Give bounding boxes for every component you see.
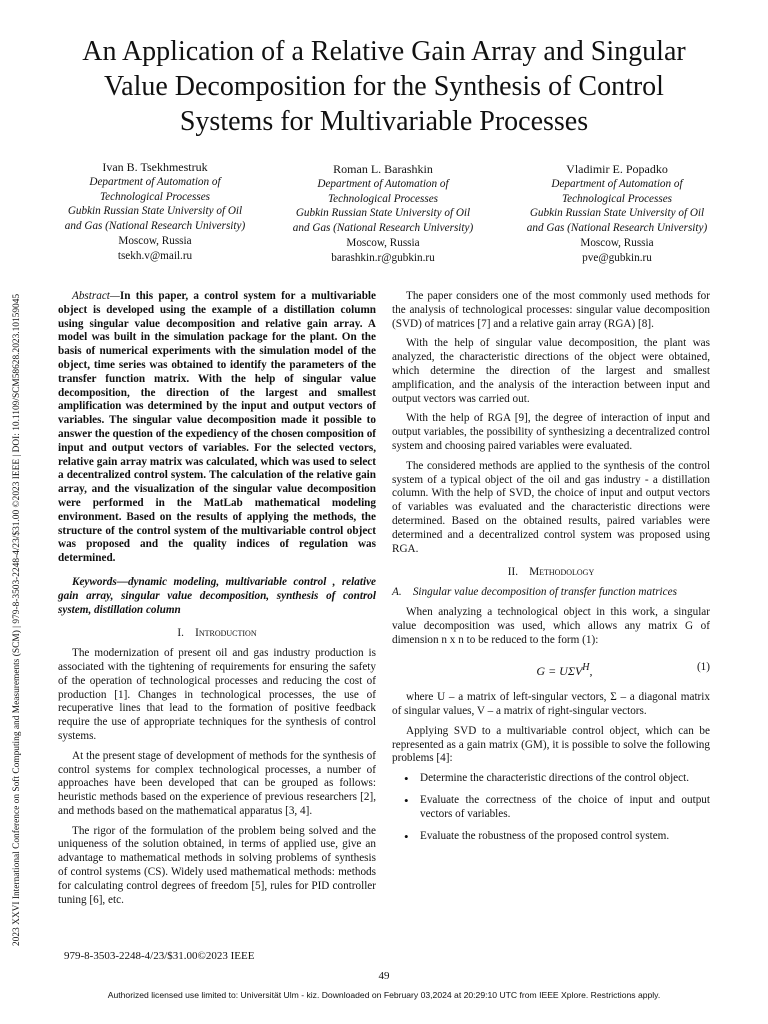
section-number: II. — [507, 566, 518, 579]
body-paragraph: The considered methods are applied to the synthesis of the control system of a typical object of the oil and gas industry - a distillation column. With the help of SVD, the choice of input and output vectors of variables was evaluated and the characteristic directions were determined. Based on the obtained results, paired variables were determined and a decentralized control system was proposed using RGA. — [392, 459, 710, 555]
equation-formula: $G = U\Sigma V^H$, — [536, 662, 593, 679]
author-city: Moscow, Russia — [346, 236, 420, 249]
author-email[interactable]: tsekh.v@mail.ru — [117, 249, 193, 262]
intro-paragraph: At the present stage of development of methods for the synthesis of control systems for complex technological processes, a number of approaches have been developed that can be grouped as follows: heuristic methods based on the experience of previous researchers [2], and methods based on the mathematical apparatus [3, 4]. — [58, 749, 376, 817]
body-paragraph: With the help of RGA [9], the degree of interaction of input and output variables, the possibility of synthesizing a decentralized control system and choosing paired variables were evaluated. — [392, 412, 710, 452]
subsection-number: A. — [392, 586, 402, 599]
subsection-title: Singular value decomposition of transfer function matrices — [412, 586, 677, 599]
equation-1 — [392, 661, 710, 679]
section-number: I. — [177, 627, 184, 640]
intro-paragraph: The modernization of present oil and gas industry production is associated with the tightening of requirements for ensuring the safety of the operation of technological processes and reducing the cost of production [1]. Changes in technological processes, the use of recuperative lines that lead to the formation of positive feedback require the use of appropriate techniques for the synthesis of control systems. — [58, 647, 376, 742]
section-heading-methodology — [392, 566, 710, 580]
left-column — [58, 290, 376, 913]
body-paragraph: When analyzing a technological object in this work, a singular value decomposition was used, which allows any matrix G of dimension n x n to be reduced to the form (1): — [392, 605, 710, 646]
list-item: • Evaluate the correctness of the choice of input and output vectors of variables. — [392, 794, 710, 822]
subsection-heading-svd — [392, 586, 710, 600]
body-paragraph: The paper considers one of the most commonly used methods for the analysis of technological processes: singular value decomposition (SVD) of matrices [7] and a relative gain array (RGA) [8]. — [392, 290, 710, 330]
conference-side-note: 2023 XXVI International Conference on Soft Computing and Measurements (SCM) | 979-8-3503-2248-4/23/$31.00 ©2023 IEEE | DOI: 10.1109/SCM58628.2023.10159045 — [12, 293, 22, 946]
list-item: • Determine the characteristic directions of the control object. — [392, 772, 710, 786]
author-dept: Department of Automation of Technological Processes — [89, 175, 221, 203]
author-name: Ivan B. Tsekhmestruk — [102, 160, 208, 174]
author-univ: Gubkin Russian State University of Oil and Gas (National Research University) — [526, 207, 708, 235]
section-heading-introduction — [58, 627, 376, 641]
author-block-2 — [288, 162, 478, 266]
author-univ: Gubkin Russian State University of Oil and Gas (National Research University) — [64, 205, 246, 233]
author-dept: Department of Automation of Technological Processes — [551, 177, 683, 205]
footer-copyright: 979-8-3503-2248-4/23/$31.00©2023 IEEE — [64, 950, 255, 962]
author-email[interactable]: pve@gubkin.ru — [582, 251, 652, 264]
abstract-text: In this paper, a control system for a multivariable object is developed using the example of a distillation column using singular value decomposition and relative gain array. A model was built in the simulation package for the plant. On the basis of numerical experiments with the simulation model of the object, time series was obtained to identify the parameters of the transfer function matrix. With the help of singular value decomposition, the direction of the largest and smallest amplification was determined by the input and output vectors of variables. The singular value decomposition made it possible to answer the question of the expediency of the chosen composition of input and output vectors of variables. For the selected vectors, relative gain array matrix was calculated, which was used to select a decentralized control system. The calculation of the relative gain array, and the visualization of the singular value decomposition were performed in the MatLab mathematical modeling environment. Based on the results of applying the methods, the structure of the control system of the multivariable control object was proposed and the quality indices of regulation was determined. — [58, 290, 377, 565]
author-city: Moscow, Russia — [580, 236, 654, 249]
author-city: Moscow, Russia — [118, 234, 192, 247]
keywords-text: dynamic modeling, multivariable control , relative gain array, singular value decomposition, synthesis of control system, distillation column — [58, 575, 376, 616]
author-dept: Department of Automation of Technological Processes — [317, 177, 449, 205]
paper-title: An Application of a Relative Gain Array and Singular Value Decomposition for the Synthesis of Control Systems for Multivariable Processes — [82, 36, 686, 137]
section-title: Methodology — [529, 566, 595, 579]
author-block-3 — [522, 162, 712, 266]
abstract-label: Abstract — [72, 290, 110, 302]
body-paragraph: Applying SVD to a multivariable control object, which can be represented as a gain matrix (GM), it is possible to solve the following problems [4]: — [392, 724, 710, 765]
section-title: Introduction — [195, 627, 257, 640]
bullet-list — [392, 772, 710, 843]
page-number: 49 — [378, 970, 390, 982]
body-paragraph: where U – a matrix of left-singular vectors, Σ – a diagonal matrix of singular values, V – a matrix of right-singular vectors. — [392, 691, 710, 717]
keywords: Keywords—dynamic modeling, multivariable control , relative gain array, singular value decomposition, synthesis of control system, distillation column — [58, 575, 376, 616]
authorized-use-note: Authorized licensed use limited to: Universität Ulm - kiz. Downloaded on February 03,2024 at 20:29:10 UTC from IEEE Xplore. Restrictions apply. — [107, 990, 661, 1000]
author-email[interactable]: barashkin.r@gubkin.ru — [331, 251, 435, 264]
author-block-1 — [60, 160, 250, 264]
author-name: Roman L. Barashkin — [333, 162, 433, 176]
author-name: Vladimir E. Popadko — [566, 162, 668, 176]
keywords-label: Keywords — [72, 575, 117, 588]
equation-number: (1) — [696, 661, 710, 674]
intro-paragraph: The rigor of the formulation of the problem being solved and the uniqueness of the solution obtained, in terms of applied use, give an advantage to mathematical methods in solving problems of synthesis of control systems (CS). Widely used mathematical methods: methods for calculating control degrees of freedom [5], rules for PID controller tuning [6], etc. — [58, 824, 376, 906]
author-univ: Gubkin Russian State University of Oil and Gas (National Research University) — [292, 207, 474, 235]
right-column — [392, 290, 710, 851]
abstract: Abstract—In this paper, a control system for a multivariable object is developed using the example of a distillation column using singular value decomposition and relative gain array. A model was built in the simulation package for the plant. On the basis of numerical experiments with the simulation model of the object, time series was obtained to identify the parameters of the transfer function matrix. With the help of singular value decomposition, the direction of the largest and smallest amplification was determined by the input and output vectors of variables. The singular value decomposition made it possible to answer the question of the expediency of the chosen composition of input and output vectors of variables. For the selected vectors, relative gain array matrix was calculated, which was used to select a decentralized control system. The calculation of the relative gain array, and the visualization of the singular value decomposition were performed in the MatLab mathematical modeling environment. Based on the results of applying the methods, the structure of the control system of the multivariable control object was proposed and the quality indices of regulation was determined. — [58, 290, 377, 565]
body-paragraph: With the help of singular value decomposition, the plant was analyzed, the characteristic directions of the object were obtained, which determine the direction of the largest and smallest amplification, and the analysis of the interaction between input and output vectors was carried out. — [392, 337, 710, 405]
list-item: • Evaluate the robustness of the proposed control system. — [392, 830, 710, 844]
